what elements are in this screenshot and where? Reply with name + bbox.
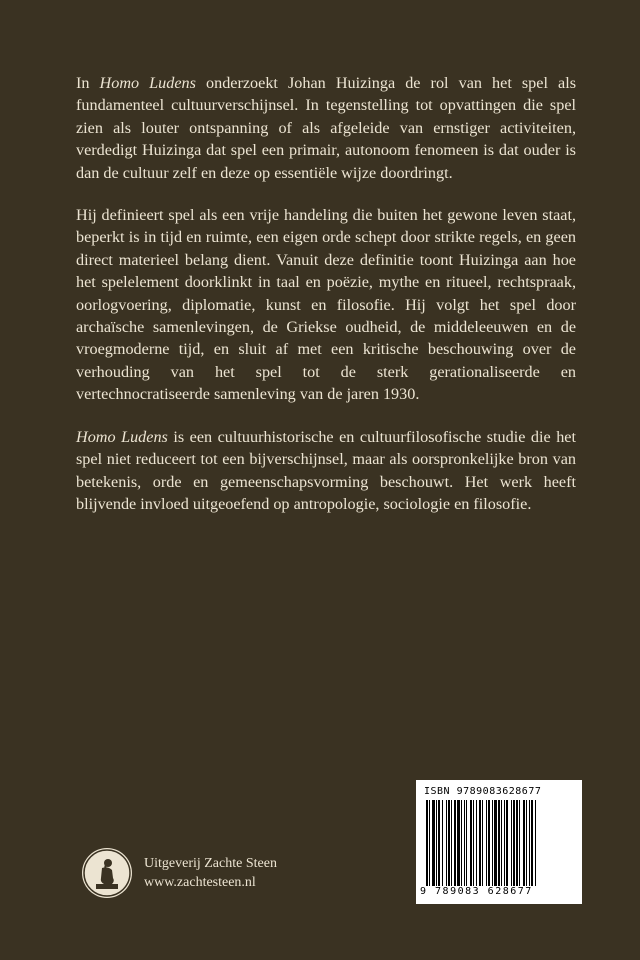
barcode-bar [461, 800, 462, 886]
paragraph-1-lead: In [76, 74, 100, 92]
paragraph-3-text: is een cultuurhistorische en cultuurfilosofische studie die het spel niet reduceert tot een bijverschijnsel, maar als oorspronkelijke bron van betekenis, orde en gemeenschapsvorming beschouwt. Het werk heeft blijvende invloed uitgeoefend op antropologie, sociologie en filosofie. [76, 427, 576, 513]
barcode-bar [504, 800, 505, 886]
barcode-bar [479, 800, 481, 886]
barcode-bar [498, 800, 500, 886]
barcode-bar [432, 800, 435, 886]
barcode-bar [454, 800, 456, 886]
barcode-bar [470, 800, 472, 886]
barcode-bar [451, 800, 452, 886]
barcode-bar [519, 800, 520, 886]
barcode-bar [442, 800, 443, 886]
barcode-bar [529, 800, 530, 886]
publisher-website[interactable]: www.zachtesteen.nl [144, 875, 256, 890]
barcode-bar [446, 800, 447, 886]
barcode-bar [516, 800, 518, 886]
publisher-name: Uitgeverij Zachte Steen [144, 856, 277, 871]
barcode-bar [464, 800, 465, 886]
barcode-bar [473, 800, 474, 886]
barcode-bar [492, 800, 493, 886]
barcode-bar [488, 800, 490, 886]
barcode-bar [438, 800, 440, 886]
isbn-label: ISBN 9789083628677 [424, 786, 542, 797]
barcode-bar [457, 800, 460, 886]
barcode-bar [523, 800, 525, 886]
barcode-bars [424, 800, 574, 886]
paragraph-1 [76, 72, 576, 184]
barcode-bar [511, 800, 512, 886]
barcode-bar [448, 800, 450, 886]
back-cover-description [76, 72, 576, 535]
barcode-bar [429, 800, 430, 886]
barcode-bar [513, 800, 515, 886]
barcode-bar [501, 800, 502, 886]
barcode-bar [531, 800, 533, 886]
barcode-bar [426, 800, 428, 886]
publisher-info [82, 848, 277, 898]
barcode-bar [436, 800, 437, 886]
barcode-bar [506, 800, 508, 886]
book-title-italic: Homo Ludens [76, 427, 168, 446]
barcode-bar [486, 800, 487, 886]
isbn-barcode [416, 780, 582, 904]
barcode-bar [476, 800, 477, 886]
barcode-bar [526, 800, 527, 886]
paragraph-3 [76, 426, 576, 516]
barcode-bar [466, 800, 467, 886]
paragraph-1-text: onderzoekt Johan Huizinga de rol van het spel als fundamenteel cultuurverschijnsel. In tegenstelling tot opvattingen die spel zien als louter ontspanning of als afgeleide van ernstiger activiteiten, verdedigt Huizinga dat spel een primair, autonoom fenomeen is dat ouder is dan de cultuur zelf en deze op essentiële wijze doordringt. [76, 74, 576, 182]
barcode-bar [494, 800, 497, 886]
barcode-bar [535, 800, 536, 886]
barcode-bar [482, 800, 483, 886]
book-title-italic: Homo Ludens [99, 74, 196, 92]
barcode-digits: 9 789083 628677 [420, 886, 533, 897]
paragraph-2: Hij definieert spel als een vrije handeling die buiten het gewone leven staat, beperkt is in tijd en ruimte, een eigen orde schept door strikte regels, en geen direct materieel belang dient. Vanuit deze definitie toont Huizinga aan hoe het spelelement doorklinkt in taal en poëzie, mythe en ritueel, rechtspraak, oorlogvoering, diplomatie, kunst en filosofie. Hij volgt het spel door archaïsche samenlevingen, de Griekse oudheid, de middeleeuwen en de vroegmoderne tijd, en sluit af met een kritische beschouwing over de verhouding van het spel tot de sterk gerationaliseerde en vertechnocratiseerde samenleving van de jaren 1930. [76, 206, 576, 404]
thinker-statue-icon [82, 848, 132, 898]
